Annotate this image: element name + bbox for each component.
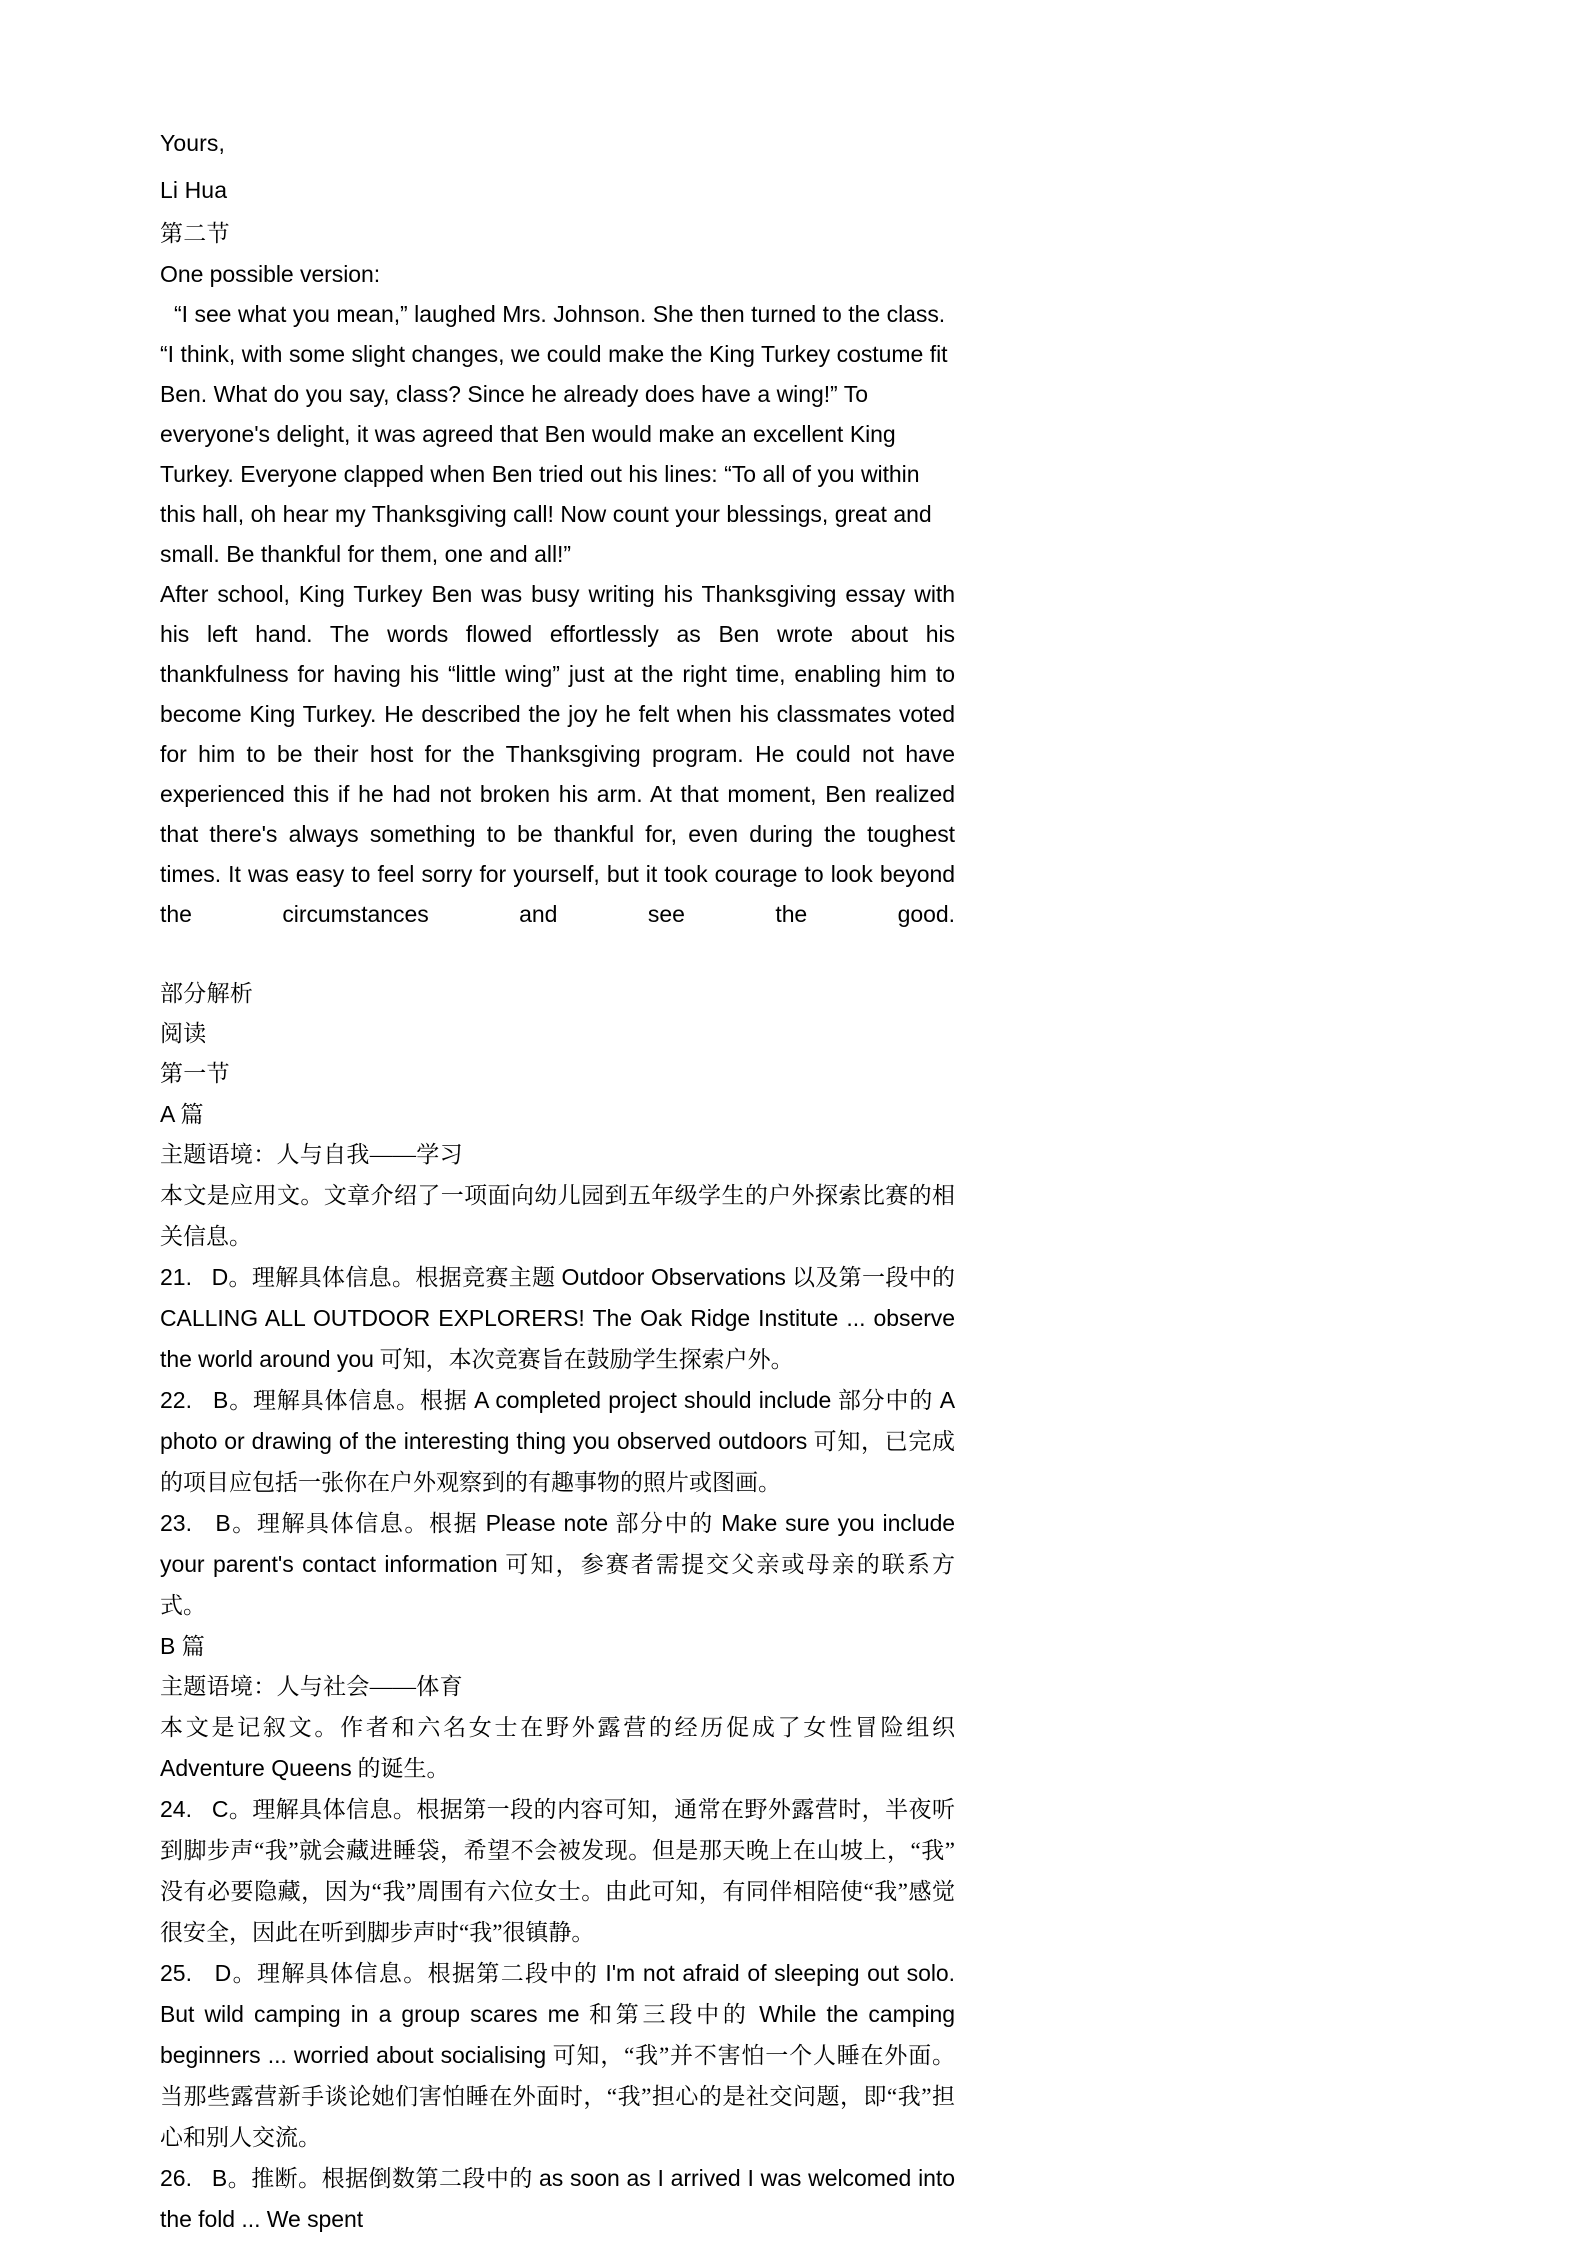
item-25-body-3: 可知，“我”并不害怕一个人睡在外面。当那些露营新手谈论她们害怕睡在外面时，“我”担心的是社交问题，即“我”担心和别人交流。 — [160, 2043, 955, 2150]
item-23-quote-1: Please note — [485, 1510, 609, 1536]
explanation-item-24 — [160, 1789, 955, 1953]
explanation-item-23 — [160, 1503, 955, 1626]
item-22-body-3: 可知，已完成的项目应包括一张你在户外观察到的有趣事物的照片或图画。 — [160, 1429, 955, 1495]
item-23-answer: B。 — [215, 1510, 257, 1536]
item-21-body-3: 可知，本次竞赛旨在鼓励学生探索户外。 — [373, 1347, 794, 1372]
passage-a-summary: 本文是应用文。文章介绍了一项面向幼儿园到五年级学生的户外探索比赛的相关信息。 — [160, 1183, 955, 1249]
item-26-body-1: 根据倒数第二段中的 — [321, 2166, 540, 2191]
passage-b-theme: 主题语境：人与社会——体育 — [160, 1674, 463, 1699]
reading-heading: 阅读 — [160, 1021, 207, 1046]
item-24-body: 根据第一段的内容可知，通常在野外露营时，半夜听到脚步声“我”就会藏进睡袋，希望不会被发现。但是那天晚上在山坡上，“我”没有必要隐藏，因为“我”周围有六位女士。由此可知，有同伴相陪使“我”感觉很安全，因此在听到脚步声时“我”很镇静。 — [160, 1797, 955, 1945]
analysis-heading: 部分解析 — [160, 981, 254, 1006]
passage-a-label-text: A 篇 — [160, 1101, 204, 1127]
explanation-item-25 — [160, 1953, 955, 2158]
item-23-body-1: 根据 — [429, 1511, 486, 1536]
explanation-item-22 — [160, 1380, 955, 1503]
item-23-body-3: 可知，参赛者需提交父亲或母亲的联系方式。 — [160, 1552, 955, 1618]
item-21-body-1: 根据竞赛主题 — [415, 1265, 562, 1290]
passage-b-summary-2: 的诞生。 — [351, 1756, 450, 1781]
letter-closing: Yours, — [160, 130, 225, 156]
item-23-number: 23. — [160, 1510, 192, 1536]
item-21-type: 理解具体信息。 — [251, 1265, 416, 1290]
item-25-answer: D。 — [214, 1960, 257, 1986]
item-21-quote-2: CALLING ALL OUTDOOR EXPLORERS! The Oak Ridge Institute ... observe the world around you — [160, 1305, 955, 1372]
explanation-item-21 — [160, 1257, 955, 1380]
item-22-answer: B。 — [213, 1387, 254, 1413]
item-21-answer: D。 — [211, 1264, 252, 1290]
passage-b-summary-quote: Adventure Queens — [160, 1755, 352, 1781]
section-two-heading: 第二节 — [160, 221, 230, 246]
item-25-type: 理解具体信息。 — [257, 1961, 428, 1986]
item-25-body-2: 和第三段中的 — [579, 2002, 760, 2027]
item-25-number: 25. — [160, 1960, 192, 1986]
section-one-heading: 第一节 — [160, 1061, 230, 1086]
item-22-type: 理解具体信息。 — [253, 1388, 420, 1413]
passage-a-label — [160, 1094, 955, 1135]
letter-signature-name: Li Hua — [160, 177, 228, 203]
item-24-number: 24. — [160, 1796, 192, 1822]
passage-b-label — [160, 1626, 955, 1667]
item-26-answer: B。 — [211, 2165, 252, 2191]
item-26-number: 26. — [160, 2165, 192, 2191]
passage-b-label-text: B 篇 — [160, 1633, 205, 1659]
item-24-answer: C。 — [211, 1796, 253, 1822]
explanation-item-26 — [160, 2158, 955, 2240]
item-22-body-1: 根据 — [419, 1388, 475, 1413]
possible-version-label: One possible version: — [160, 261, 381, 287]
item-22-quote-1: A completed project should include — [474, 1387, 832, 1413]
item-26-quote-1: as soon as I arrived I was welcomed into the fold ... We spent — [160, 2165, 955, 2232]
item-23-quote-2: Make sure you include your parent's contact information — [160, 1510, 956, 1577]
item-21-quote-1: Outdoor Observations — [561, 1264, 786, 1290]
item-26-type: 推断。 — [251, 2166, 322, 2191]
item-21-number: 21. — [160, 1264, 192, 1290]
passage-b-summary — [160, 1707, 955, 1789]
passage-a-theme: 主题语境：人与自我——学习 — [160, 1142, 463, 1167]
item-23-body-2: 部分中的 — [608, 1511, 722, 1536]
passage-b-summary-1: 本文是记叙文。作者和六名女士在野外露营的经历促成了女性冒险组织 — [160, 1715, 955, 1740]
document-content — [160, 120, 955, 2240]
writing-sample-paragraph-2: After school, King Turkey Ben was busy writing his Thanksgiving essay with his left hand. The words flowed effortlessly as Ben wrote about his thankfulness for having his “little wing” just at the right time, enabling him to become King Turkey. He described the joy he felt when his classmates voted for him to be their host for the Thanksgiving program. He could not have experienced this if he had not broken his arm. At that moment, Ben realized that there's always something to be thankful for, even during the toughest times. It was easy to feel sorry for yourself, but it took courage to look beyond the circumstances and see the good. — [160, 581, 955, 927]
item-22-quote-2: A photo or drawing of the interesting thing you observed outdoors — [160, 1387, 956, 1454]
item-24-type: 理解具体信息。 — [252, 1797, 417, 1822]
item-25-quote-1: I'm not afraid of sleeping out solo. But wild camping in a group scares me — [160, 1960, 956, 2027]
item-21-body-2: 以及第一段中的 — [785, 1265, 956, 1290]
item-25-body-1: 根据第二段中的 — [427, 1961, 606, 1986]
item-23-type: 理解具体信息。 — [256, 1511, 430, 1536]
item-25-quote-2: While the camping beginners ... worried about socialising — [160, 2001, 956, 2068]
item-22-body-2: 部分中的 — [831, 1388, 940, 1413]
item-22-number: 22. — [160, 1387, 192, 1413]
writing-sample-paragraph-1: “I see what you mean,” laughed Mrs. Johnson. She then turned to the class. “I think, with some slight changes, we could make the King Turkey costume fit Ben. What do you say, class? Since he already does have a wing!” To everyone's delight, it was agreed that Ben would make an excellent King Turkey. Everyone clapped when Ben tried out his lines: “To all of you within this hall, oh hear my Thanksgiving call! Now count your blessings, great and small. Be thankful for them, one and all!” — [160, 301, 948, 567]
